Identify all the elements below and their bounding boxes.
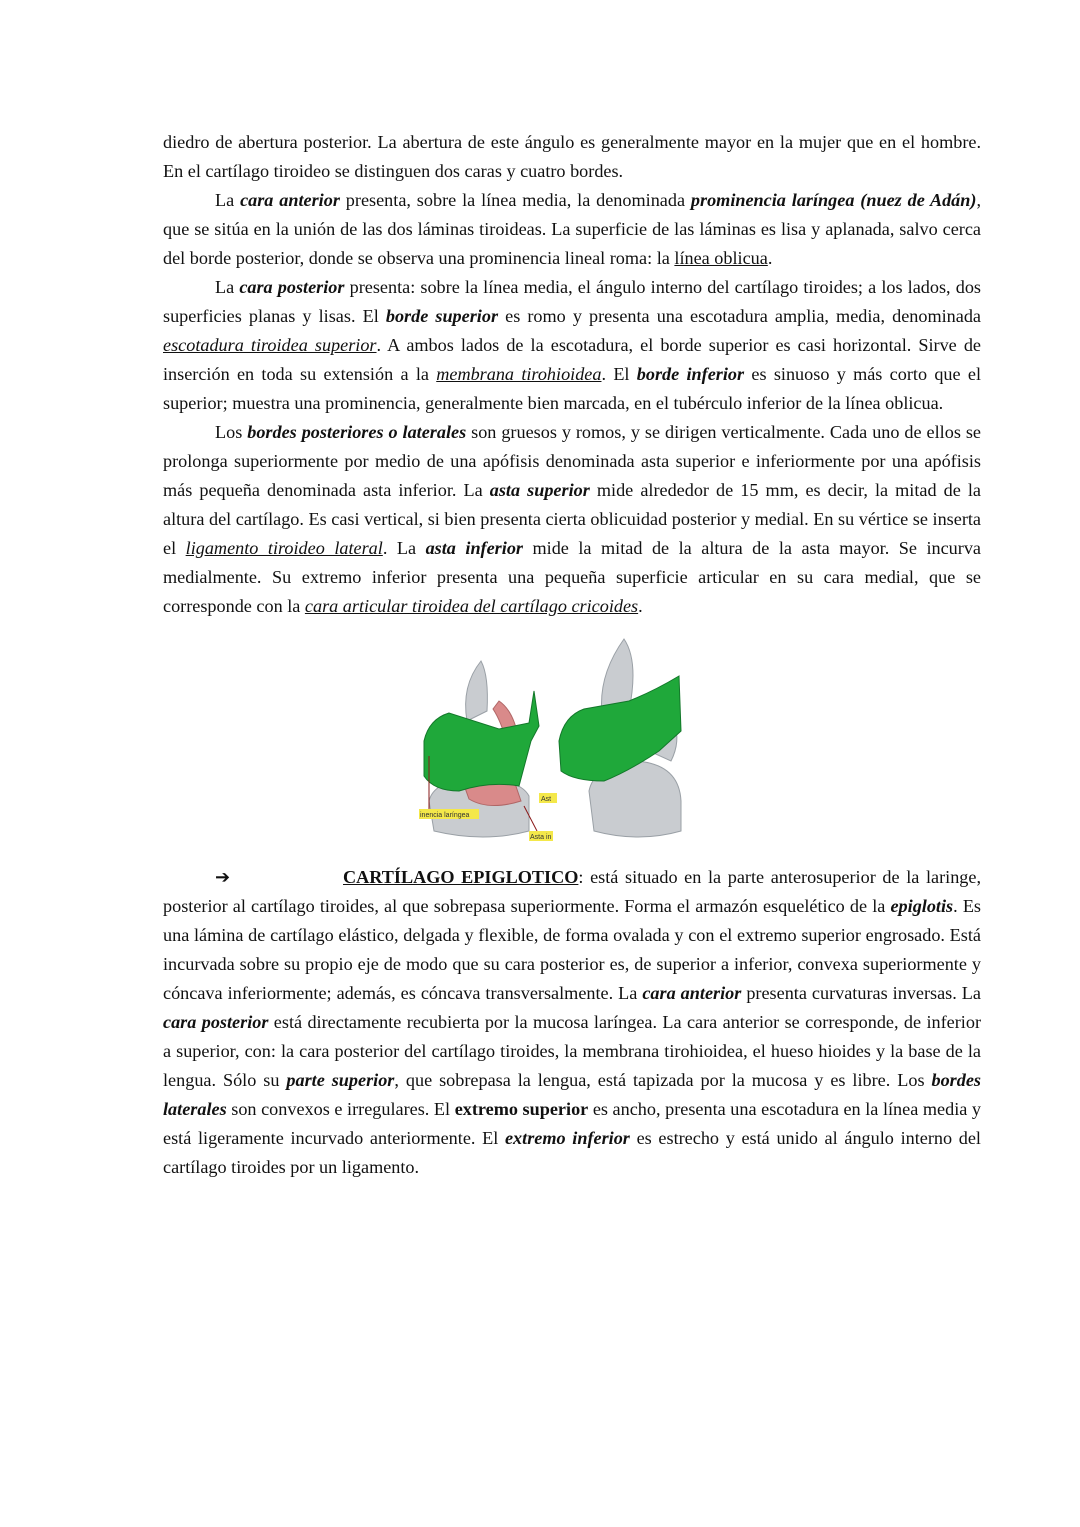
term-extremo-inferior: extremo inferior [504, 1128, 630, 1148]
document-page [163, 128, 981, 1182]
paragraph-epiglotico [163, 863, 981, 1182]
term-asta-superior: asta superior [489, 480, 590, 500]
text: está directamente recubierta por la mucosa laríngea. La cara anterior se corresponde, de inferior a superior, con: la cara posterior del cartílago tiroides, la membrana tirohioidea, el hueso hioides y la base de la lengua. Sólo su [163, 1012, 981, 1090]
text: . La [382, 538, 426, 558]
term-epiglotis: epiglotis [890, 896, 954, 916]
term-cara-posterior: cara posterior [239, 277, 345, 297]
section-title-epiglotico: CARTÍLAGO EPIGLOTICO [343, 867, 579, 887]
figure-thyroid-cartilage [163, 631, 981, 863]
text: . [767, 248, 773, 268]
text: Los [215, 422, 248, 442]
text: presenta: sobre la línea media, el ángulo interno del cartílago tiroides; a los lados, dos superficies planas y lisas. El [163, 277, 981, 326]
text: presenta curvaturas inversas. La [741, 983, 981, 1003]
paragraph-cara-anterior [163, 186, 981, 273]
term-borde-superior: borde superior [385, 306, 499, 326]
text: La [215, 190, 241, 210]
text: . El [601, 364, 637, 384]
term-asta-inferior: asta inferior [425, 538, 523, 558]
label-asta-inf: Asta in [530, 834, 552, 841]
term-escotadura-tiroidea: escotadura tiroidea superior [163, 335, 377, 355]
term-bordes-laterales: bordes laterales [163, 1070, 981, 1119]
term-membrana-tirohioidea: membrana tirohioidea [436, 364, 602, 384]
label-prominencia: inencia laríngea [420, 812, 470, 819]
text: La [215, 277, 240, 297]
term-parte-superior: parte superior [286, 1070, 395, 1090]
term-bordes-posteriores: bordes posteriores o laterales [247, 422, 467, 442]
term-cara-articular-tiroidea: cara articular tiroidea del cartílago cricoides [304, 596, 639, 616]
term-ligamento-tiroideo-lateral: ligamento tiroideo lateral [185, 538, 383, 558]
paragraph-cara-posterior [163, 273, 981, 418]
text: . A ambos lados de la escotadura, el borde superior es casi horizontal. Sirve de inserción en toda su extensión a la [163, 335, 981, 384]
text: es ancho, presenta una escotadura en la línea media y está ligeramente incurvado anteriormente. El [163, 1099, 982, 1148]
epiglottis-left [466, 661, 488, 721]
paragraph-bordes-posteriores [163, 418, 981, 621]
text: es sinuoso y más corto que el superior; muestra una prominencia, generalmente bien marcada, en el tubérculo inferior de la línea oblicua. [163, 364, 982, 413]
text: diedro de abertura posterior. La abertura de este ángulo es generalmente mayor en la mujer que en el hombre. En el cartílago tiroideo se distinguen dos caras y cuatro bordes. [163, 132, 981, 181]
text: mide la mitad de la altura de la asta mayor. Se incurva medialmente. Su extremo inferior presenta una pequeña superficie articular en su cara medial, que se corresponde con la [163, 538, 981, 616]
term-cara-anterior: cara anterior [240, 190, 340, 210]
text: : está situado en la parte anterosuperior de la laringe, posterior al cartílago tiroides, al que sobrepasa superiormente. Forma el armazón esquelético de la [163, 867, 981, 916]
term-prominencia-laringea: prominencia laríngea (nuez de Adán) [690, 190, 977, 210]
paragraph-intro [163, 128, 981, 186]
term-cara-posterior: cara posterior [163, 1012, 269, 1032]
text: . Es una lámina de cartílago elástico, delgada y flexible, de forma ovalada y con el extremo superior engrosado. Está incurvada sobre su propio eje de modo que su cara posterior es, de superior a inferior, convexa superiormente y cóncava inferiormente; además, es cóncava transversalmente. La [163, 896, 981, 1003]
text: es romo y presenta una escotadura amplia, media, denominada [498, 306, 982, 326]
text: presenta, sobre la línea media, la denominada [339, 190, 691, 210]
text: , que se sitúa en la unión de las dos láminas tiroideas. La superficie de las láminas es lisa y aplanada, salvo cerca del borde posterior, donde se observa una prominencia lineal roma: la [163, 190, 981, 268]
text: son convexos e irregulares. El [226, 1099, 455, 1119]
larynx-illustration [389, 631, 699, 853]
term-linea-oblicua: línea oblicua [674, 248, 768, 268]
label-ast: Ast [541, 796, 552, 803]
term-cara-anterior: cara anterior [642, 983, 742, 1003]
larynx-right [559, 639, 681, 837]
text: mide alrededor de 15 mm, es decir, la mitad de la altura del cartílago. Es casi vertical, si bien presenta cierta oblicuidad posterior y medial. En su vértice se inserta el [163, 480, 981, 558]
text: son gruesos y romos, y se dirigen verticalmente. Cada uno de ellos se prolonga superiormente por medio de una apófisis denominada asta superior e inferiormente por una apófisis más pequeña denominada asta inferior. La [163, 422, 981, 500]
term-borde-inferior: borde inferior [636, 364, 745, 384]
text: es estrecho y está unido al ángulo interno del cartílago tiroides por un ligamento. [163, 1128, 981, 1177]
text: , que sobrepasa la lengua, está tapizada por la mucosa y es libre. Los [394, 1070, 932, 1090]
text: . [638, 596, 643, 616]
arrow-bullet-icon: ➔ [215, 867, 231, 887]
term-extremo-superior: extremo superior [454, 1099, 589, 1119]
